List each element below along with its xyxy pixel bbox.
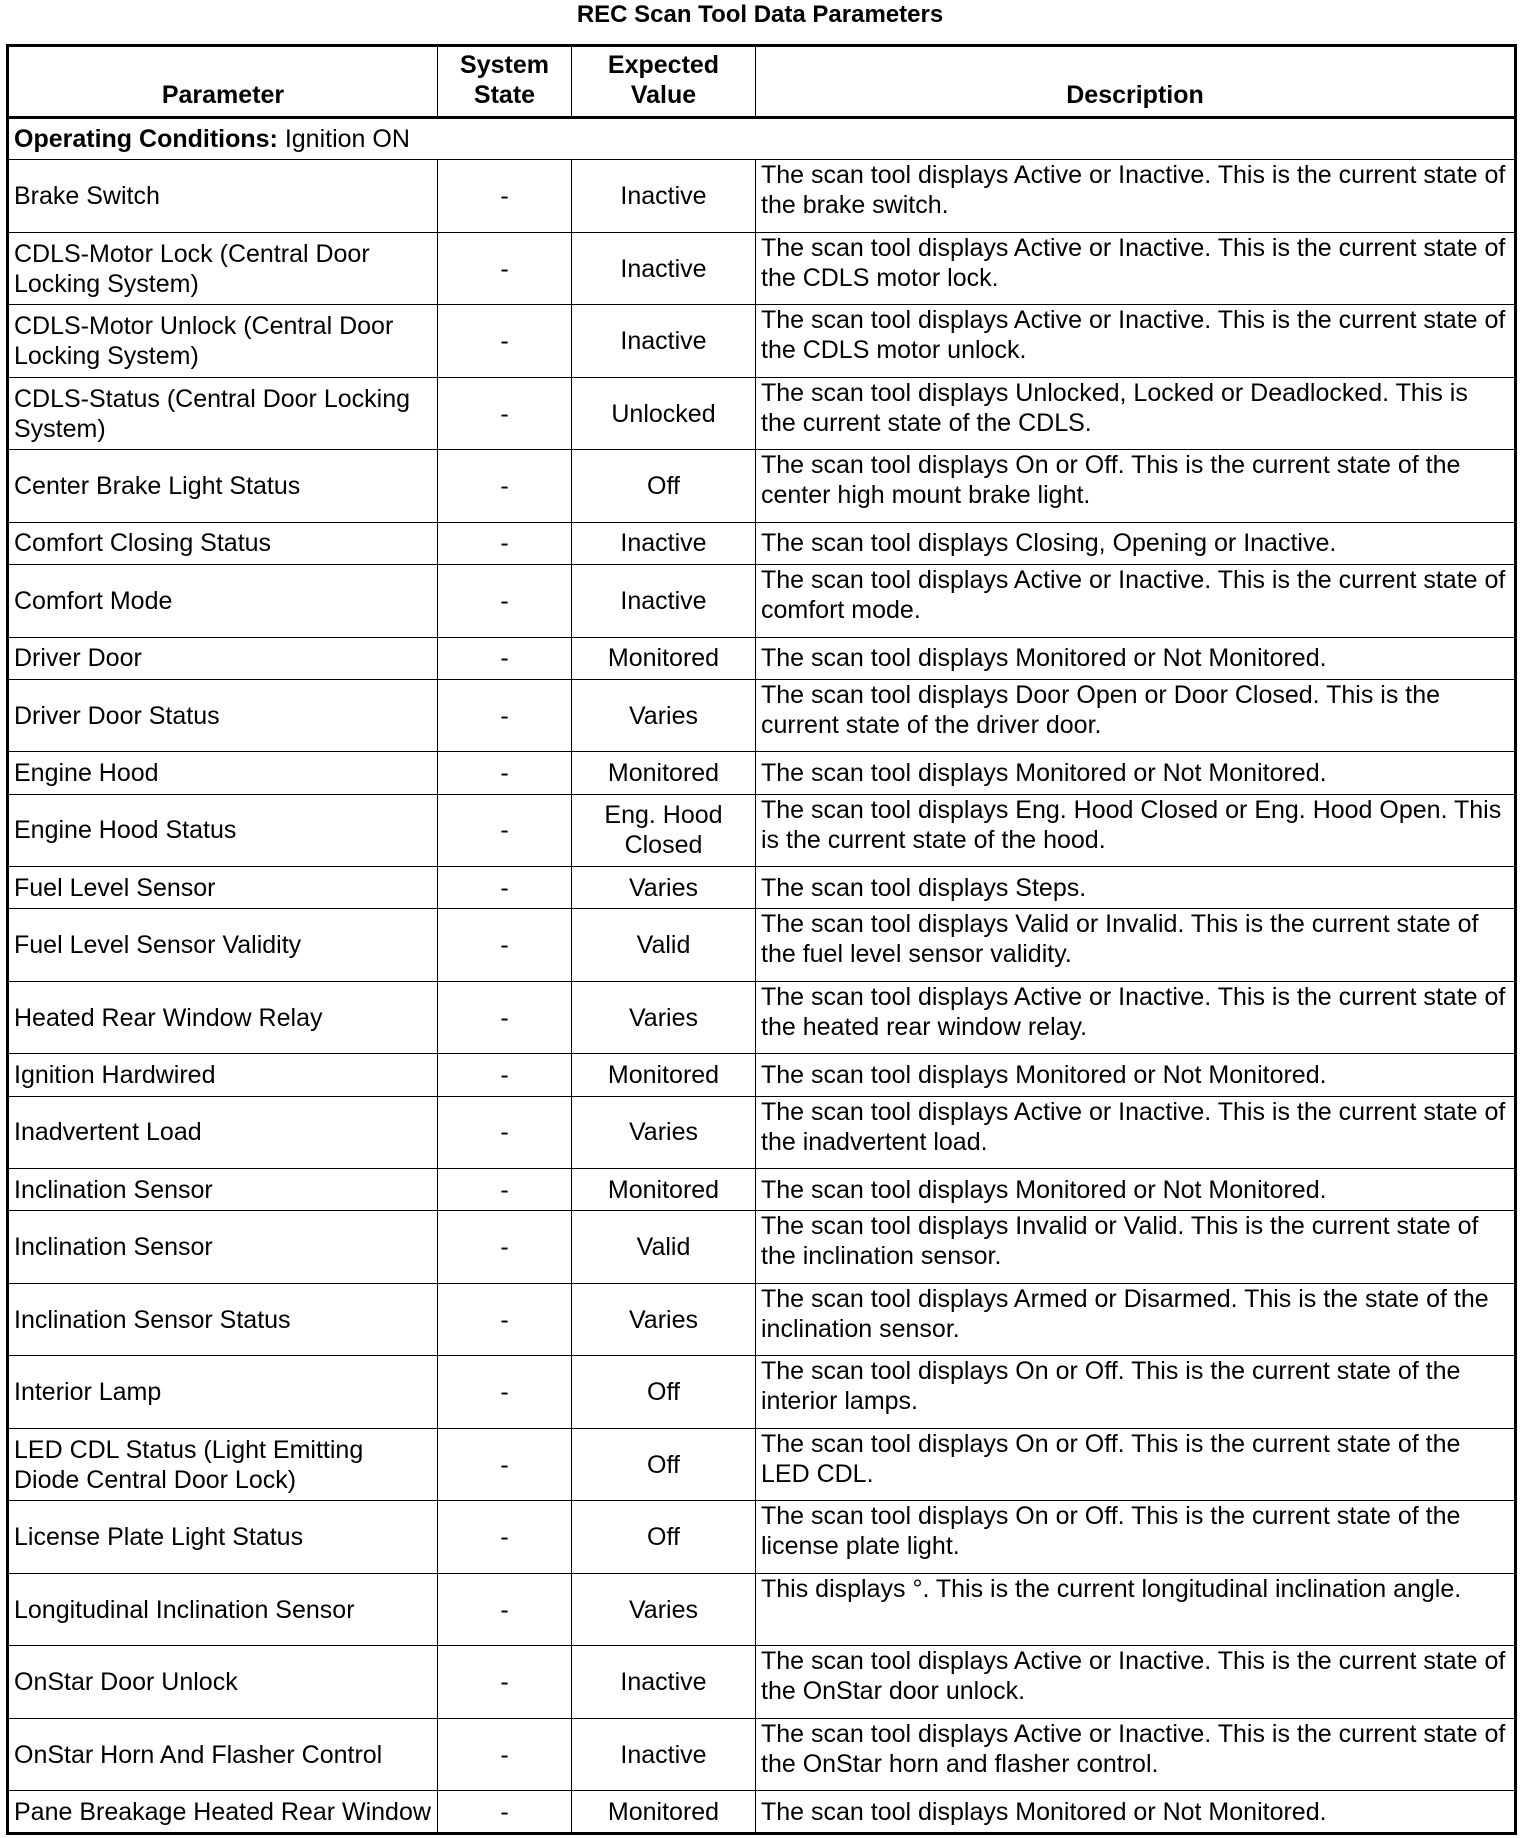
expected-value-cell: Off bbox=[572, 450, 756, 523]
table-row bbox=[8, 1283, 1516, 1356]
description-cell: The scan tool displays Active or Inactive. This is the current state of the OnStar door unlock. bbox=[756, 1646, 1516, 1719]
parameter-cell: Inclination Sensor bbox=[8, 1211, 438, 1284]
system-state-cell: - bbox=[438, 679, 572, 752]
expected-value-cell: Monitored bbox=[572, 1054, 756, 1096]
parameter-cell: License Plate Light Status bbox=[8, 1501, 438, 1574]
description-cell: The scan tool displays Armed or Disarmed. This is the state of the inclination sensor. bbox=[756, 1283, 1516, 1356]
header-expected-value: Expected Value bbox=[572, 46, 756, 118]
description-cell: The scan tool displays Closing, Opening or Inactive. bbox=[756, 522, 1516, 564]
table-row bbox=[8, 867, 1516, 909]
table-row bbox=[8, 1646, 1516, 1719]
description-cell: The scan tool displays On or Off. This is the current state of the interior lamps. bbox=[756, 1356, 1516, 1429]
system-state-cell: - bbox=[438, 1054, 572, 1096]
expected-value-cell: Monitored bbox=[572, 1791, 756, 1834]
system-state-cell: - bbox=[438, 1646, 572, 1719]
description-cell: The scan tool displays On or Off. This is the current state of the LED CDL. bbox=[756, 1428, 1516, 1501]
description-cell: The scan tool displays Steps. bbox=[756, 867, 1516, 909]
system-state-cell: - bbox=[438, 1356, 572, 1429]
expected-value-cell: Inactive bbox=[572, 522, 756, 564]
scan-tool-data-table bbox=[6, 44, 1517, 1835]
table-row bbox=[8, 377, 1516, 450]
expected-value-cell: Off bbox=[572, 1428, 756, 1501]
parameter-cell: Inclination Sensor Status bbox=[8, 1283, 438, 1356]
table-row bbox=[8, 1169, 1516, 1211]
expected-value-cell: Varies bbox=[572, 1283, 756, 1356]
table-row bbox=[8, 1054, 1516, 1096]
expected-value-cell: Inactive bbox=[572, 232, 756, 305]
table-row bbox=[8, 679, 1516, 752]
system-state-cell: - bbox=[438, 450, 572, 523]
table-row bbox=[8, 1356, 1516, 1429]
parameter-cell: CDLS-Motor Lock (Central Door Locking System) bbox=[8, 232, 438, 305]
table-row bbox=[8, 1096, 1516, 1169]
parameter-cell: OnStar Door Unlock bbox=[8, 1646, 438, 1719]
table-row bbox=[8, 450, 1516, 523]
table-row bbox=[8, 637, 1516, 679]
operating-conditions-row bbox=[8, 118, 1516, 160]
system-state-cell: - bbox=[438, 522, 572, 564]
table-row bbox=[8, 1791, 1516, 1834]
parameter-cell: Inclination Sensor bbox=[8, 1169, 438, 1211]
parameter-cell: Comfort Closing Status bbox=[8, 522, 438, 564]
expected-value-cell: Inactive bbox=[572, 305, 756, 378]
system-state-cell: - bbox=[438, 1573, 572, 1646]
expected-value-cell: Unlocked bbox=[572, 377, 756, 450]
parameter-cell: Ignition Hardwired bbox=[8, 1054, 438, 1096]
parameter-cell: Brake Switch bbox=[8, 160, 438, 233]
parameter-cell: Engine Hood Status bbox=[8, 794, 438, 867]
expected-value-cell: Varies bbox=[572, 1096, 756, 1169]
parameter-cell: Engine Hood bbox=[8, 752, 438, 794]
operating-conditions-value: Ignition ON bbox=[284, 125, 410, 154]
system-state-cell: - bbox=[438, 565, 572, 638]
expected-value-cell: Valid bbox=[572, 1211, 756, 1284]
parameter-cell: Interior Lamp bbox=[8, 1356, 438, 1429]
page-title: REC Scan Tool Data Parameters bbox=[576, 1, 944, 28]
description-cell: The scan tool displays Monitored or Not Monitored. bbox=[756, 1791, 1516, 1834]
expected-value-cell: Eng. Hood Closed bbox=[572, 794, 756, 867]
table-row bbox=[8, 909, 1516, 982]
description-cell: The scan tool displays Monitored or Not Monitored. bbox=[756, 1169, 1516, 1211]
system-state-cell: - bbox=[438, 981, 572, 1054]
expected-value-cell: Varies bbox=[572, 679, 756, 752]
system-state-cell: - bbox=[438, 160, 572, 233]
parameter-cell: Fuel Level Sensor bbox=[8, 867, 438, 909]
table-row bbox=[8, 1573, 1516, 1646]
system-state-cell: - bbox=[438, 1718, 572, 1791]
expected-value-cell: Off bbox=[572, 1356, 756, 1429]
header-parameter: Parameter bbox=[8, 46, 438, 118]
description-cell: The scan tool displays Door Open or Door Closed. This is the current state of the driver door. bbox=[756, 679, 1516, 752]
table-row bbox=[8, 1428, 1516, 1501]
description-cell: This displays °. This is the current longitudinal inclination angle. bbox=[756, 1573, 1516, 1646]
table-row bbox=[8, 752, 1516, 794]
operating-conditions-label: Operating Conditions: bbox=[14, 125, 278, 154]
expected-value-cell: Inactive bbox=[572, 1718, 756, 1791]
description-cell: The scan tool displays Unlocked, Locked or Deadlocked. This is the current state of the CDLS. bbox=[756, 377, 1516, 450]
header-description: Description bbox=[756, 46, 1516, 118]
system-state-cell: - bbox=[438, 377, 572, 450]
expected-value-cell: Inactive bbox=[572, 160, 756, 233]
description-cell: The scan tool displays Monitored or Not Monitored. bbox=[756, 637, 1516, 679]
table-row bbox=[8, 305, 1516, 378]
parameter-cell: CDLS-Status (Central Door Locking System) bbox=[8, 377, 438, 450]
parameter-cell: CDLS-Motor Unlock (Central Door Locking System) bbox=[8, 305, 438, 378]
table-row bbox=[8, 794, 1516, 867]
table-row bbox=[8, 522, 1516, 564]
description-cell: The scan tool displays Monitored or Not Monitored. bbox=[756, 1054, 1516, 1096]
system-state-cell: - bbox=[438, 867, 572, 909]
expected-value-cell: Varies bbox=[572, 1573, 756, 1646]
system-state-cell: - bbox=[438, 1791, 572, 1834]
description-cell: The scan tool displays On or Off. This is the current state of the license plate light. bbox=[756, 1501, 1516, 1574]
parameter-cell: Pane Breakage Heated Rear Window bbox=[8, 1791, 438, 1834]
description-cell: The scan tool displays Active or Inactive. This is the current state of comfort mode. bbox=[756, 565, 1516, 638]
table-row bbox=[8, 232, 1516, 305]
system-state-cell: - bbox=[438, 1283, 572, 1356]
description-cell: The scan tool displays On or Off. This is the current state of the center high mount brake light. bbox=[756, 450, 1516, 523]
parameter-cell: Longitudinal Inclination Sensor bbox=[8, 1573, 438, 1646]
description-cell: The scan tool displays Active or Inactive. This is the current state of the heated rear window relay. bbox=[756, 981, 1516, 1054]
system-state-cell: - bbox=[438, 909, 572, 982]
parameter-cell: OnStar Horn And Flasher Control bbox=[8, 1718, 438, 1791]
system-state-cell: - bbox=[438, 794, 572, 867]
expected-value-cell: Inactive bbox=[572, 565, 756, 638]
description-cell: The scan tool displays Valid or Invalid. This is the current state of the fuel level sensor validity. bbox=[756, 909, 1516, 982]
table-row bbox=[8, 565, 1516, 638]
expected-value-cell: Monitored bbox=[572, 1169, 756, 1211]
expected-value-cell: Inactive bbox=[572, 1646, 756, 1719]
parameter-cell: LED CDL Status (Light Emitting Diode Central Door Lock) bbox=[8, 1428, 438, 1501]
table-row bbox=[8, 1501, 1516, 1574]
description-cell: The scan tool displays Active or Inactive. This is the current state of the inadvertent load. bbox=[756, 1096, 1516, 1169]
table-row bbox=[8, 1211, 1516, 1284]
table-row bbox=[8, 981, 1516, 1054]
header-row bbox=[8, 46, 1516, 118]
description-cell: The scan tool displays Active or Inactive. This is the current state of the CDLS motor lock. bbox=[756, 232, 1516, 305]
description-cell: The scan tool displays Eng. Hood Closed or Eng. Hood Open. This is the current state of the hood. bbox=[756, 794, 1516, 867]
expected-value-cell: Monitored bbox=[572, 752, 756, 794]
table-row bbox=[8, 1718, 1516, 1791]
description-cell: The scan tool displays Active or Inactive. This is the current state of the OnStar horn and flasher control. bbox=[756, 1718, 1516, 1791]
expected-value-cell: Valid bbox=[572, 909, 756, 982]
system-state-cell: - bbox=[438, 1501, 572, 1574]
description-cell: The scan tool displays Invalid or Valid. This is the current state of the inclination sensor. bbox=[756, 1211, 1516, 1284]
expected-value-cell: Monitored bbox=[572, 637, 756, 679]
parameter-cell: Comfort Mode bbox=[8, 565, 438, 638]
parameter-cell: Heated Rear Window Relay bbox=[8, 981, 438, 1054]
system-state-cell: - bbox=[438, 1211, 572, 1284]
system-state-cell: - bbox=[438, 1428, 572, 1501]
system-state-cell: - bbox=[438, 637, 572, 679]
parameter-cell: Fuel Level Sensor Validity bbox=[8, 909, 438, 982]
expected-value-cell: Varies bbox=[572, 981, 756, 1054]
parameter-cell: Driver Door Status bbox=[8, 679, 438, 752]
parameter-cell: Inadvertent Load bbox=[8, 1096, 438, 1169]
parameter-cell: Driver Door bbox=[8, 637, 438, 679]
system-state-cell: - bbox=[438, 232, 572, 305]
system-state-cell: - bbox=[438, 1169, 572, 1211]
description-cell: The scan tool displays Active or Inactive. This is the current state of the brake switch. bbox=[756, 160, 1516, 233]
system-state-cell: - bbox=[438, 305, 572, 378]
description-cell: The scan tool displays Active or Inactive. This is the current state of the CDLS motor unlock. bbox=[756, 305, 1516, 378]
table-row bbox=[8, 160, 1516, 233]
system-state-cell: - bbox=[438, 752, 572, 794]
expected-value-cell: Varies bbox=[572, 867, 756, 909]
system-state-cell: - bbox=[438, 1096, 572, 1169]
header-system-state: System State bbox=[438, 46, 572, 118]
operating-conditions-cell bbox=[8, 118, 1516, 160]
expected-value-cell: Off bbox=[572, 1501, 756, 1574]
parameter-cell: Center Brake Light Status bbox=[8, 450, 438, 523]
description-cell: The scan tool displays Monitored or Not Monitored. bbox=[756, 752, 1516, 794]
